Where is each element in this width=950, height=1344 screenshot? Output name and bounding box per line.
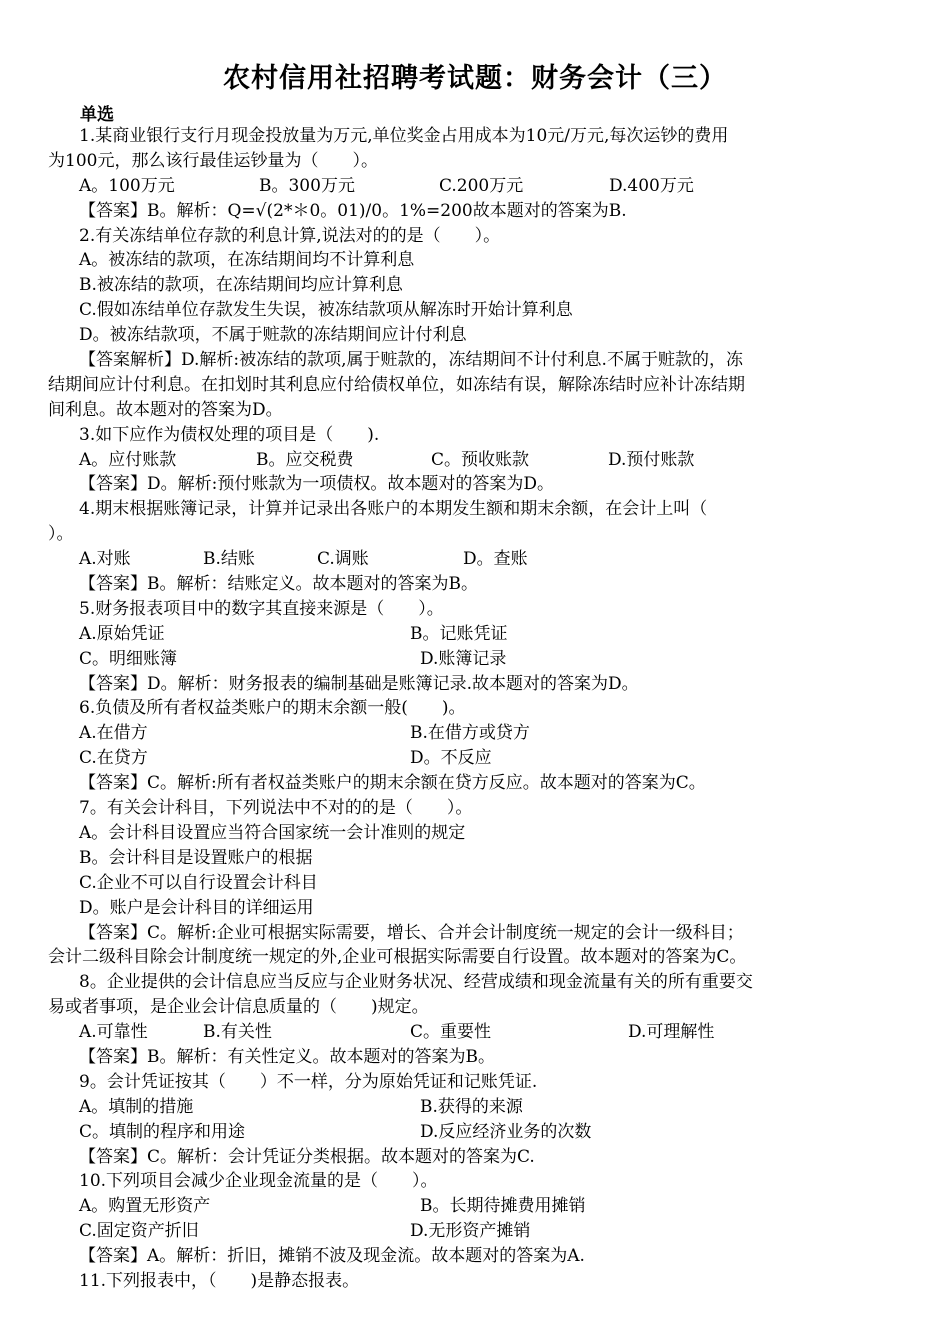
option-a: A.原始凭证: [79, 623, 165, 644]
options-row: [48, 647, 908, 672]
option-a: A.可靠性: [79, 1022, 148, 1043]
options-row: [48, 448, 908, 473]
answer-text: 【答案】B。解析：有关性定义。故本题对的答案为B。: [79, 1046, 495, 1067]
option-c: C.在贷方: [79, 748, 148, 769]
answer-text-cont: 间利息。故本题对的答案为D。: [48, 399, 283, 420]
question-text: 9。会计凭证按其（ ）不一样，分为原始凭证和记账凭证.: [79, 1071, 538, 1092]
question-text: 5.财务报表项目中的数字其直接来源是（ ）。: [79, 598, 444, 619]
option-a: A.对账: [79, 549, 131, 570]
question-text: 8。企业提供的会计信息应当反应与企业财务状况、经营成绩和现金流量有关的所有重要交: [79, 972, 753, 993]
option-d: D.反应经济业务的次数: [420, 1121, 592, 1142]
options-row: [48, 547, 908, 572]
options-row: [48, 1095, 908, 1120]
options-row: [48, 746, 908, 771]
option-b: B。长期待摊费用摊销: [420, 1196, 586, 1217]
option-d: D。不反应: [410, 748, 492, 769]
question-text: 6.负债及所有者权益类账户的期末余额一般( )。: [79, 698, 466, 719]
answer-text: 【答案解析】D.解析:被冻结的款项,属于赃款的，冻结期间不计付利息.不属于赃款的，冻: [79, 350, 743, 371]
option-c: C。填制的程序和用途: [79, 1121, 246, 1142]
page-title: 农村信用社招聘考试题：财务会计（三）: [223, 63, 727, 94]
option-b: B。应交税费: [256, 449, 354, 470]
option-a: A。购置无形资产: [79, 1196, 211, 1217]
answer-text-cont: 结期间应计付利息。在扣划时其利息应付给债权单位，如冻结有误，解除冻结时应补计冻结期: [48, 374, 745, 395]
option-line: A。会计科目设置应当符合国家统一会计准则的规定: [79, 822, 466, 843]
section-heading: 单选: [80, 105, 114, 125]
option-c: C。明细账簿: [79, 648, 178, 669]
option-line: C.企业不可以自行设置会计科目: [79, 872, 318, 893]
option-c: C.调账: [317, 549, 369, 570]
option-d: D.预付账款: [608, 449, 695, 470]
question-text: 11.下列报表中，（ )是静态报表。: [79, 1270, 360, 1291]
answer-text: 【答案】D。解析:预付账款为一项债权。故本题对的答案为D。: [79, 474, 554, 495]
options-row: [48, 1194, 908, 1219]
option-line: B。会计科目是设置账户的根据: [79, 847, 313, 868]
question-text-cont: 为100元，那么该行最佳运钞量为（ ）。: [48, 150, 378, 171]
option-b: B.获得的来源: [420, 1096, 523, 1117]
option-b: B.在借方或贷方: [410, 723, 530, 744]
option-b: B。记账凭证: [410, 623, 508, 644]
answer-text: 【答案】C。解析：会计凭证分类根据。故本题对的答案为C.: [79, 1146, 535, 1167]
option-a: A。100万元: [79, 175, 175, 196]
option-a: A.在借方: [79, 723, 148, 744]
answer-text-cont: 会计二级科目除会计制度统一规定的外,企业可根据实际需要自行设置。故本题对的答案为C。: [48, 947, 747, 968]
question-text: 3.如下应作为债权处理的项目是（ ).: [79, 424, 380, 445]
options-row: [48, 622, 908, 647]
answer-text: 【答案】D。解析：财务报表的编制基础是账簿记录.故本题对的答案为D。: [79, 673, 639, 694]
option-line: B.被冻结的款项，在冻结期间均应计算利息: [79, 275, 403, 296]
option-d: D。查账: [463, 549, 528, 570]
option-c: C。重要性: [410, 1022, 492, 1043]
answer-text: 【答案】C。解析:企业可根据实际需要，增长、合并会计制度统一规定的会计一级科目；: [79, 922, 744, 943]
option-c: C。预收账款: [431, 449, 530, 470]
option-b: B.有关性: [203, 1022, 272, 1043]
option-d: D.可理解性: [628, 1022, 715, 1043]
option-d: D.账簿记录: [420, 648, 507, 669]
answer-text: 【答案】C。解析:所有者权益类账户的期末余额在贷方反应。故本题对的答案为C。: [79, 773, 706, 794]
options-row: [48, 1219, 908, 1244]
option-b: B。300万元: [259, 175, 355, 196]
options-row: [48, 174, 908, 199]
options-row: [48, 1120, 908, 1145]
option-line: D。被冻结款项，不属于赃款的冻结期间应计付利息: [79, 325, 467, 346]
option-a: A。应付账款: [79, 449, 177, 470]
answer-text: 【答案】A。解析：折旧，摊销不波及现金流。故本题对的答案为A.: [79, 1246, 585, 1267]
question-text: 4.期末根据账簿记录，计算并记录出各账户的本期发生额和期末余额，在会计上叫（: [79, 499, 708, 520]
option-d: D.400万元: [609, 175, 694, 196]
answer-text: 【答案】B。解析：结账定义。故本题对的答案为B。: [79, 574, 478, 595]
options-row: [48, 721, 908, 746]
question-text: 10.下列项目会减少企业现金流量的是（ ）。: [79, 1171, 438, 1192]
question-text: 2.有关冻结单位存款的利息计算,说法对的的是（ ）。: [79, 225, 501, 246]
question-text: 1.某商业银行支行月现金投放量为万元,单位奖金占用成本为10元/万元,每次运钞的费用: [79, 126, 729, 146]
option-c: C.固定资产折旧: [79, 1221, 199, 1242]
question-text: 7。有关会计科目，下列说法中不对的的是（ ）。: [79, 798, 473, 819]
options-row: [48, 1020, 908, 1045]
option-a: A。填制的措施: [79, 1096, 194, 1117]
option-d: D.无形资产摊销: [410, 1221, 531, 1242]
question-text-cont: 易或者事项，是企业会计信息质量的（ )规定。: [48, 997, 429, 1018]
option-line: C.假如冻结单位存款发生失误，被冻结款项从解冻时开始计算利息: [79, 300, 573, 321]
option-line: A。被冻结的款项，在冻结期间均不计算利息: [79, 250, 415, 271]
option-line: D。账户是会计科目的详细运用: [79, 897, 314, 918]
option-c: C.200万元: [439, 175, 524, 196]
document-body: [48, 124, 908, 1294]
option-b: B.结账: [203, 549, 255, 570]
answer-text: 【答案】B。解析：Q=√(2*＊0。01)/0。1%=200故本题对的答案为B.: [79, 200, 627, 221]
question-text-cont: ）。: [48, 524, 74, 545]
